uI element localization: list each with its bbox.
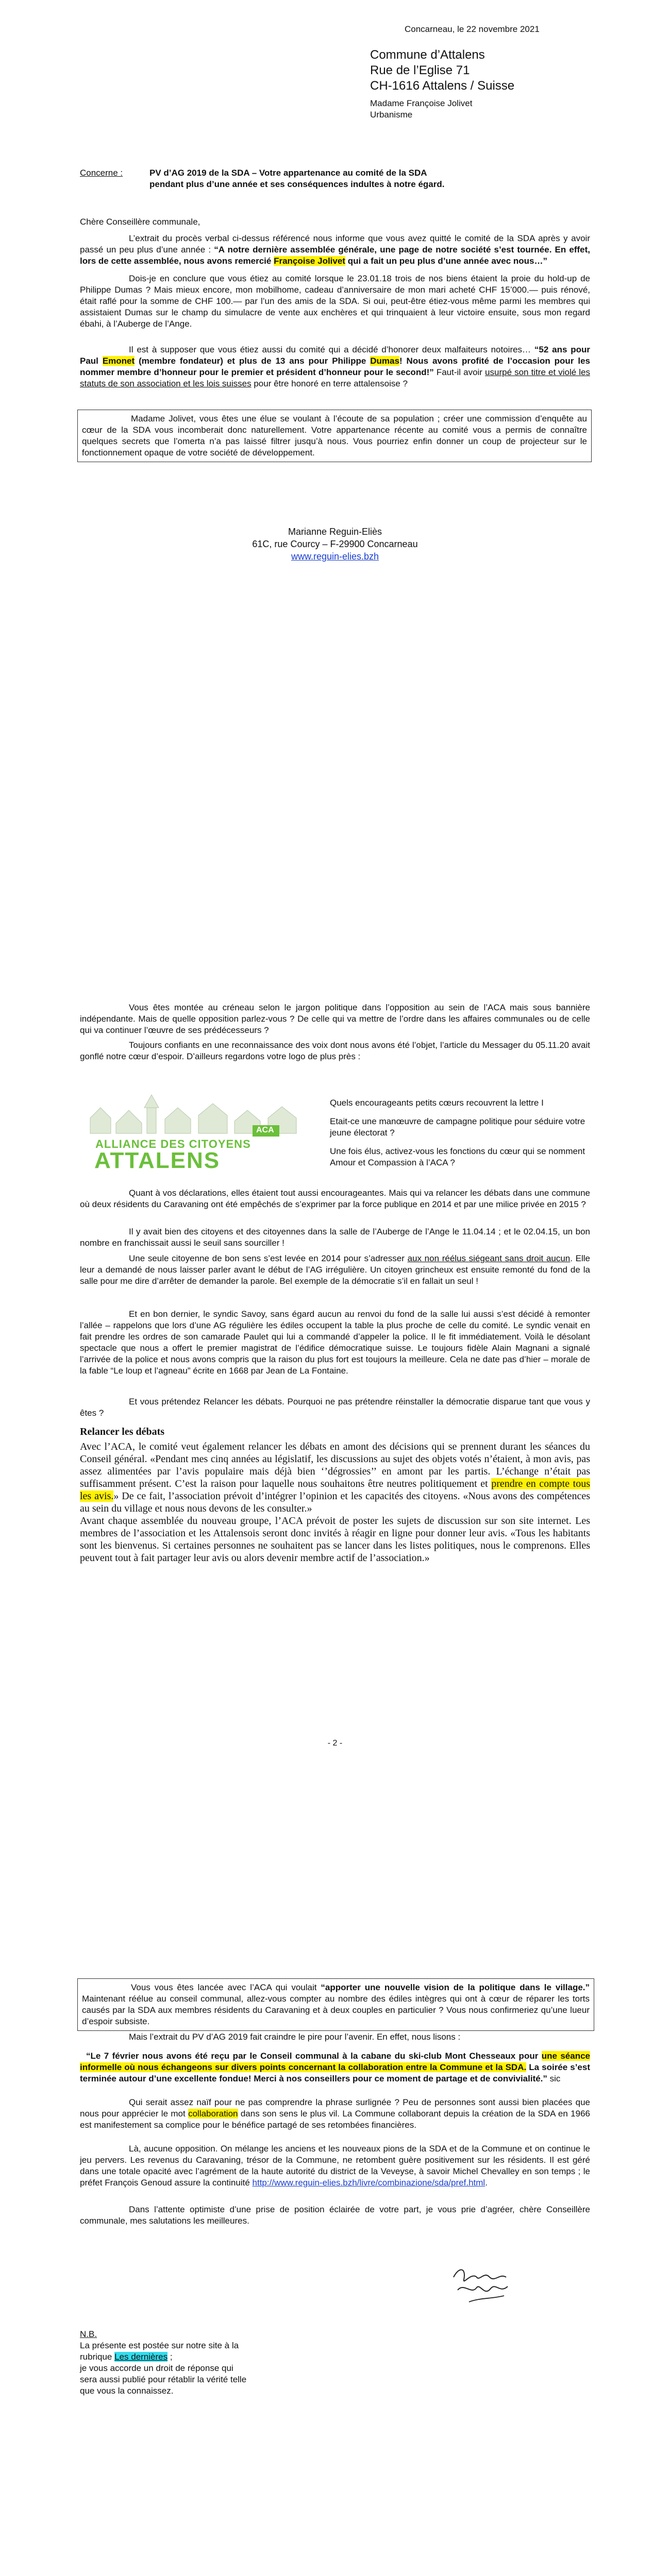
paragraph-4: Dans l’attente optimiste d’une prise de position éclairée de votre part, je vous prie d’agréer, chère Conseillère communale, mes salutations les meilleures.: [80, 2205, 590, 2226]
para-text: Une seule citoyenne de bon sens s’est levée en 2014 pour s’adresser: [129, 1253, 408, 1263]
para-quote: “52 ans pour Paul: [80, 345, 590, 366]
boxed-paragraph: [77, 1978, 594, 2031]
recipient-person: [370, 98, 472, 121]
nb-text: rubrique: [80, 2352, 115, 2362]
box-text: Maintenant réélue au conseil communal, allez-vous compter au nombre des édiles intègres qui ont à cœur de réparer les torts causés par la SDA aux membres résidents du Caravaning et à deux couples en particulier ? Vous nous confirmeriez qu’une lueur d’espoir subsiste.: [82, 1994, 590, 2026]
nb-label: N.B.: [80, 2329, 97, 2339]
prefecture-link[interactable]: http://www.reguin-elies.bzh/livre/combinazione/sda/pref.html: [252, 2178, 485, 2188]
paragraph-2: Toujours confiants en une reconnaissance des voix dont nous avons été l’objet, l’article du Messager du 05.11.20 avait gonflé notre cœur d’espoir. D’ailleurs regardons votre logo de plus près :: [80, 1040, 590, 1061]
page-3: [0, 1958, 670, 2576]
para-quote-end: qui a fait un peu plus d’une année avec nous…”: [345, 256, 547, 266]
nb-line: [80, 2351, 348, 2363]
highlighted-name: Dumas: [370, 356, 399, 366]
logo-top-text: ACA: [256, 1126, 274, 1134]
side-text-3: Une fois élus, activez-vous les fonctions du cœur qui se nomment Amour et Compassion à l’ACA ?: [330, 1146, 585, 1167]
para-text: pour être honoré en terre attalensoise ?: [251, 379, 408, 388]
concerne-line: pendant plus d’une année et ses conséquences indultes à notre égard.: [149, 179, 445, 189]
nb-line: que vous la connaissez.: [80, 2386, 174, 2396]
para-quote: “A notre dernière assemblée générale, une page de notre société s’est tournée. En effet, lors de cette assemblée, nous avons remercié: [80, 245, 590, 266]
concerne-line: PV d’AG 2019 de la SDA – Votre appartenance au comité de la SDA: [149, 168, 427, 178]
latest-news-link[interactable]: Les dernières: [114, 2352, 168, 2362]
quote-block: [80, 2050, 590, 2084]
logo-line-2: ATTALENS: [94, 1148, 221, 1173]
section-heading: Relancer les débats: [80, 1426, 165, 1437]
paragraph-2: [80, 2097, 590, 2131]
paragraph-1: [80, 233, 590, 267]
quote-text: La soirée s’est terminée autour d’une excellente fondue! Merci à nos conseillers pour ce moment de partage et de convivialité.”: [80, 2062, 591, 2083]
dateline: Concarneau, le 22 novembre 2021: [405, 24, 540, 34]
underlined-text: aux non réélus siégeant sans droit aucun: [407, 1253, 571, 1263]
nb-line: sera aussi publié pour rétablir la vérité telle: [80, 2375, 247, 2384]
nb-text: ;: [167, 2352, 173, 2362]
page-number: - 2 -: [327, 1739, 343, 1748]
recipient-address: [370, 47, 514, 94]
box-text: Vous vous êtes lancée avec l’ACA qui voulait: [131, 1982, 321, 1992]
article-text: Avec l’ACA, le comité veut également relancer les débats en amont des décisions qui se prennent durant les séances du Conseil général. «Pendant mes cinq années au législatif, les discussions au sujet des objets votés n’étaient, à mon avis, pas assez alimentées par l’avis populaire mais déjà bien ‘’dégrossies’’ en amont par les partis. L’échange n’était pas suffisamment présent. C’est la raison pour laquelle nous souhaitons être neutres politiquement et: [80, 1441, 590, 1489]
paragraph-6: Et en bon dernier, le syndic Savoy, sans égard aucun au renvoi du fond de la salle lui aussi s’est décidé à remonter l’allée – rappelons que lors d’une AG régulière les édiles occupent la table la plus proche de celle du comité. Le syndic venait en fait prendre les ordres de son camarade Paulet qui lui a commandé d’appeler la police. Il le fit immédiatement. Voilà le désolant spectacle que nous a offert le premier magistrat de l’édifice démocratique suisse. Le toujours fidèle Alain Magnani a signalé l’arrivée de la police et nous avons compris que la raison du plus fort est toujours la meilleure. Cela ne date pas d’hier – morale de la fable “Le loup et l’agneau” écrite en 1668 par Jean de La Fontaine.: [80, 1309, 590, 1376]
aca-logo: [80, 1087, 317, 1175]
highlighted-word: collaboration: [188, 2109, 238, 2119]
highlighted-text: prendre en compte tous les avis.: [80, 1478, 590, 1502]
recipient-line: Commune d’Attalens: [370, 48, 485, 62]
box-quote: “apporter une nouvelle vision de la politique dans le village.”: [321, 1982, 590, 1992]
paragraph-1: Mais l’extrait du PV d’AG 2019 fait craindre le pire pour l’avenir. En effet, nous lisons :: [129, 2032, 461, 2042]
logo-side-text: [330, 1097, 588, 1168]
article-text-2: Avant chaque assemblée du nouveau groupe, l’ACA prévoit de poster les sujets de discussion sur son site internet. Les membres de l’association et les Attalensois seront donc invités à réagir en ligne pour donner leur avis. «Tous les habitants sont les bienvenus. Si certaines personnes ne souhaitent pas se lancer dans les listes politiques, nous le comprenons. Elles peuvent tout à fait partager leur avis ou alors devenir membre actif de l’association.»: [80, 1515, 590, 1564]
side-text-2: Etait-ce une manœuvre de campagne politique pour séduire votre jeune électorat ?: [330, 1116, 585, 1138]
sender-block: [0, 526, 670, 563]
paragraph-5: [80, 1253, 590, 1287]
para-quote: (membre fondateur) et plus de 13 ans pour Philippe: [135, 356, 371, 366]
paragraph-3: Quant à vos déclarations, elles étaient tout aussi encourageantes. Mais qui va relancer les débats dans une commune où deux résidents du Caravaning ont été empêchés de s’exprimer par la force publique en 2014 et par une milice privée en 2015 ?: [80, 1188, 590, 1209]
salutation: Chère Conseillère communale,: [80, 217, 200, 227]
para-text: dans son sens le plus vil. La Commune collaborant depuis la création de la SDA en 1966 est manifestement sa complice pour le bénéfice partagé de ses retombées financières.: [80, 2109, 591, 2130]
sender-name: Marianne Reguin-Eliès: [288, 527, 382, 537]
signature-graphic: [448, 2262, 515, 2313]
nb-block: [80, 2329, 348, 2397]
concerne-text: [149, 167, 613, 190]
boxed-paragraph: Madame Jolivet, vous êtes une élue se voulant à l’écoute de sa population ; créer une commission d’enquête au cœur de la SDA vous incomberait donc naturellement. Votre appartenance récente au comité vous a permis de connaître quelques secrets que l’omerta n’a pas laissé filtrer jusqu’à nous. Vous pourriez enfin donner un coup de projecteur sur le fonctionnement opaque de votre société de développement.: [77, 410, 592, 462]
highlighted-name: Emonet: [102, 356, 135, 366]
para-text: Là, aucune opposition. On mélange les anciens et les nouveaux pions de la SDA et de la Commune et on continue le jeu pervers. Les revenus du Caravaning, trésor de la Commune, ne retombent guère positivement sur les résidents. Il est géré dans une totale opacité avec l’agrément de la haute autorité du district de la Veveyse, à savoir Michel Chevalley en son temps ; le préfet François Genoud assure la continuité: [80, 2144, 590, 2188]
recipient-person-line: Madame Françoise Jolivet: [370, 98, 473, 108]
para-text: . Elle leur a demandé de nous laisser parler avant le début de l’AG irrégulière. Un citoyen grincheux est ensuite remonté du fond de la salle pour me dire d’arrêter de demander la parole. Bel exemple de la démocratie s’il en fallait un seul !: [80, 1253, 591, 1286]
handwritten-signature: [448, 2262, 515, 2313]
paragraph-2: Dois-je en conclure que vous étiez au comité lorsque le 23.01.18 trois de nos biens étaient la proie du hold-up de Philippe Dumas ? Mais mieux encore, mon mobilhome, cadeau d’anniversaire de mon mari acheté CHF 15’000.— puis rénové, était raflé pour la somme de CHF 100.— par l’un des amis de la SDA. Si oui, peut-être étiez-vous même parmi les membres qui assistaient Dumas sur le champ du simulacre de vente aux enchères et qui trinquaient à leur victoire ensuite, sous mon regard ébahi, à l’Auberge de l’Ange.: [80, 274, 590, 329]
quote-text: “Le 7 février nous avons été reçu par le Conseil communal à la cabane du ski-club Mont Chesseaux pour: [86, 2051, 542, 2061]
page-2: [0, 979, 670, 1958]
underlined-text: usurpé son titre et violé les statuts de son association et les lois suisses: [80, 367, 590, 388]
sender-address: 61C, rue Courcy – F-29900 Concarneau: [252, 539, 418, 549]
para-text: L’extrait du procès verbal ci-dessus référencé nous informe que vous avez quitté le comité de la SDA après y avoir passé un peu plus d’une année :: [80, 233, 590, 255]
concerne-label: Concerne :: [80, 168, 123, 178]
para-text: .: [485, 2178, 488, 2188]
page-1: [0, 0, 670, 979]
paragraph-3: [80, 344, 590, 389]
recipient-line: Rue de l’Eglise 71: [370, 63, 470, 77]
para-text: Faut-il avoir: [433, 367, 485, 377]
paragraph-1: Vous êtes montée au créneau selon le jargon politique dans l’opposition au sein de l’ACA mais sous bannière indépendante. Mais de quelle opposition parlez-vous ? De celle qui va mettre de l’ordre dans les affaires communales ou de celle qui va continuer l’œuvre de ses prédécesseurs ?: [80, 1003, 590, 1035]
side-text-1: Quels encourageants petits cœurs recouvrent la lettre I: [330, 1098, 544, 1108]
nb-line: La présente est postée sur notre site à la: [80, 2341, 239, 2350]
recipient-line: CH-1616 Attalens / Suisse: [370, 79, 515, 93]
sender-website-link[interactable]: www.reguin-elies.bzh: [291, 551, 379, 562]
paragraph-4: Il y avait bien des citoyens et des citoyennes dans la salle de l’Auberge de l’Ange le 11.04.14 ; et le 02.04.15, un bon nombre en franchissait aussi le seuil sans sourciller !: [80, 1227, 590, 1248]
paragraph-7: Et vous prétendez Relancer les débats. Pourquoi ne pas prétendre réinstaller la démocratie disparue tant que vous y êtes ?: [80, 1397, 590, 1418]
nb-line: je vous accorde un droit de réponse qui: [80, 2363, 233, 2373]
highlighted-quote: une séance informelle où nous échangeons sur divers points concernant la collaboration entre la Commune et la SDA.: [80, 2051, 590, 2072]
para-quote: ! Nous avons profité de l’occasion pour les nommer membre d’honneur pour le premier et président d’honneur pour le second!”: [80, 356, 590, 377]
highlighted-name: Françoise Jolivet: [274, 256, 345, 266]
logo-line-1: ALLIANCE DES CITOYENS: [95, 1138, 251, 1150]
para-text: Il est à supposer que vous étiez aussi du comité qui a décidé d’honorer deux malfaiteurs notoires…: [129, 345, 534, 354]
paragraph-3: [80, 2143, 590, 2189]
article-text: » De ce fait, l’association prévoit d’intégrer l’opinion et les capacités des citoyens. «Nous avons des compétences au sein du village et nous nous devons de les consulter.»: [80, 1490, 590, 1514]
quoted-article: [80, 1440, 590, 1564]
para-text: Qui serait assez naïf pour ne pas comprendre la phrase surlignée ? Peu de personnes sont aussi bien placées que nous pour apprécier le mot: [80, 2097, 590, 2119]
sic-text: sic: [547, 2074, 561, 2083]
recipient-person-line: Urbanisme: [370, 110, 413, 120]
